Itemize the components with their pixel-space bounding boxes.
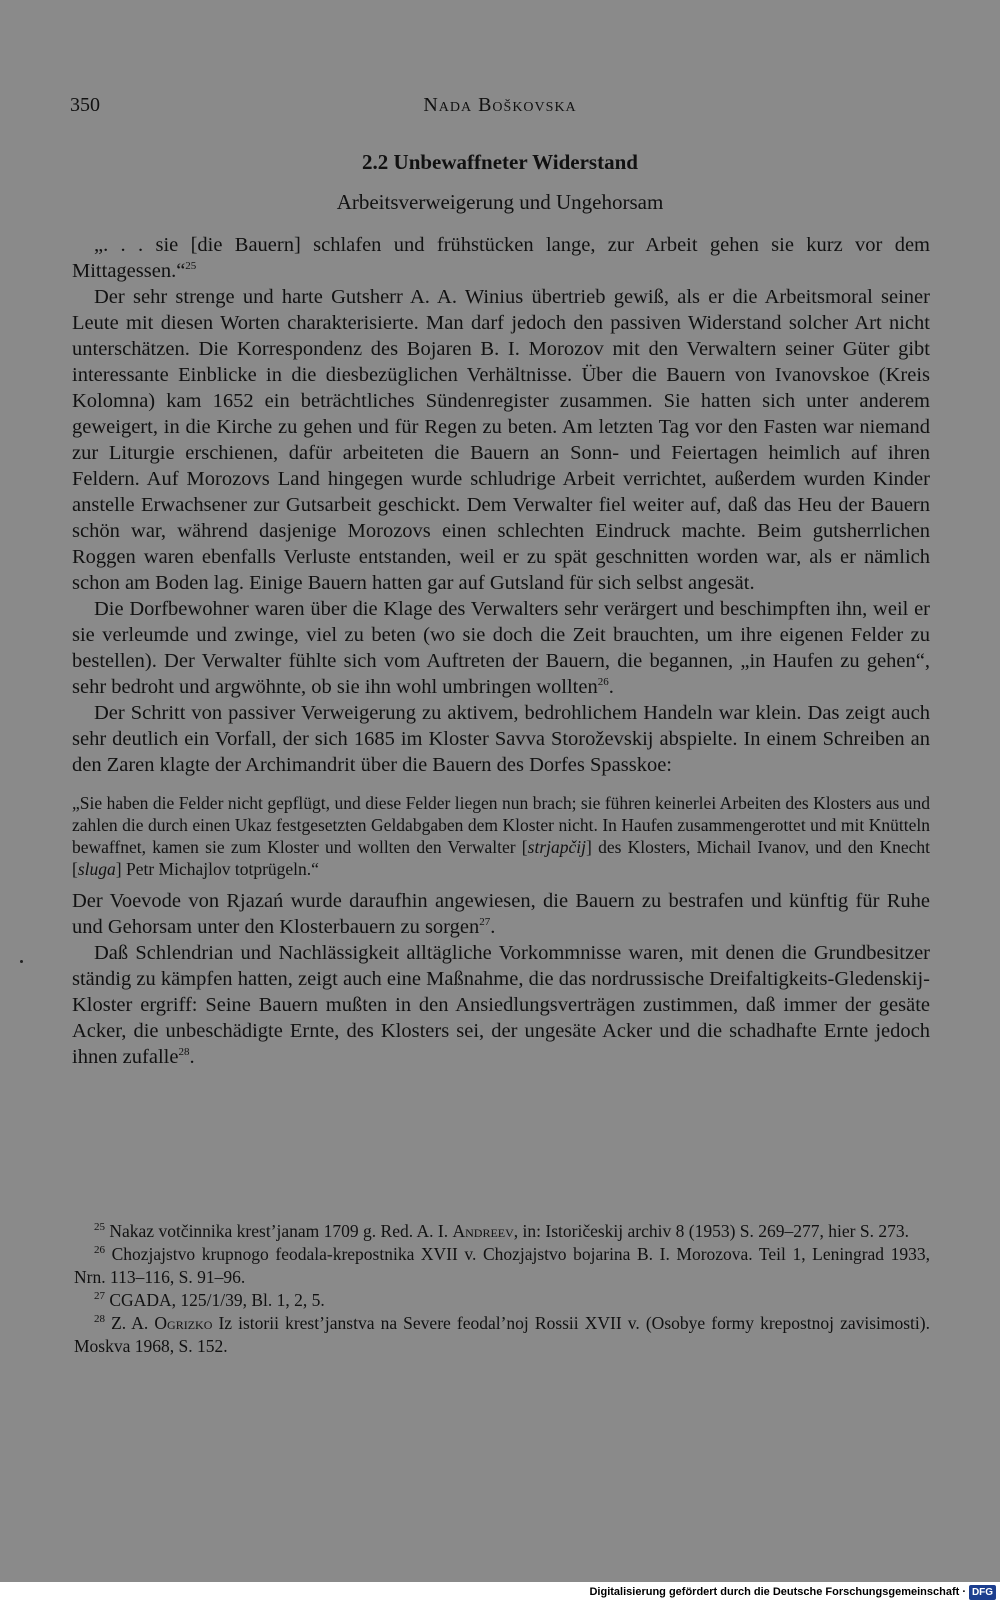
footnote-ref-26: 26 bbox=[597, 676, 609, 689]
footnotes bbox=[74, 1220, 930, 1358]
paragraph-5-text: Der Voevode von Rjazań wurde daraufhin angewiesen, die Bauern zu bestrafen und künftig für Ruhe und Gehorsam unter den Klosterbauern zu sorgen bbox=[72, 890, 930, 938]
footnote-text: Chozjajstvo krupnogo feodala-krepostnika XVII v. Chozjajstvo bojarina B. I. Morozova. Teil 1, Leningrad 1933, Nrn. 113–116, S. 91–96. bbox=[74, 1244, 930, 1287]
footnote-ref-25: 25 bbox=[185, 260, 197, 273]
quote-part-c: ] Petr Michajlov totprügeln.“ bbox=[115, 859, 319, 879]
page-header bbox=[70, 94, 930, 124]
paragraph-5-end: . bbox=[490, 916, 496, 938]
section-subtitle: Arbeitsverweigerung und Ungehorsam bbox=[336, 190, 664, 214]
margin-speck bbox=[20, 960, 23, 963]
paragraph-3-end: . bbox=[608, 676, 614, 698]
footnote-27 bbox=[74, 1289, 930, 1312]
paragraph-2: Der sehr strenge und harte Gutsherr A. A. Winius übertrieb gewiß, als er die Arbeitsmoral seiner Leute mit diesen Worten charakterisierte. Man darf jedoch den passiven Widerstand solcher Art nicht unterschätzen. Die Korrespondenz des Bojaren B. I. Morozov mit den Verwaltern seiner Güter gibt interessante Einblicke in die diesbezüglichen Verhältnisse. Über die Bauern von Ivanovskoe (Kreis Kolomna) kam 1652 ein beträchtliches Sündenregister zusammen. Sie hatten sich unter anderem geweigert, in die Kirche zu gehen und für Regen zu beten. Am letzten Tag vor den Fasten war niemand zur Liturgie erschienen, dafür arbeiteten die Bauern an Sonn- und Feiertagen heimlich auf ihren Feldern. Auf Morozovs Land hingegen wurde schludrige Arbeit verrichtet, außerdem wurden Kinder anstelle Erwachsener zur Gutsarbeit geschickt. Dem Verwalter fiel weiter auf, daß das Heu der Bauern schön war, während dasjenige Morozovs einen schlechten Eindruck machte. Beim gutsherrlichen Roggen waren ebenfalls Verluste entstanden, weil er zu spät geschnitten worden war, als er nämlich schon am Boden lag. Einige Bauern hatten gar auf Gutsland für sich selbst angesät. bbox=[72, 286, 930, 594]
paragraph-4: Der Schritt von passiver Verweigerung zu aktivem, bedrohlichem Handeln war klein. Das zeigt auch sehr deutlich ein Vorfall, der sich 1685 im Kloster Savva Storoževskij abspielte. In einem Schreiben an den Zaren klagte der Archimandrit über die Bauern des Dorfes Spasskoe: bbox=[72, 702, 930, 776]
quote-part-b: ] des Klosters, Michail Ivanov, und den Knecht [ bbox=[72, 837, 930, 879]
paragraph-6-text: Daß Schlendrian und Nachlässigkeit alltägliche Vorkommnisse waren, mit denen die Grundbesitzer ständig zu kämpfen hatten, zeigt auch eine Maßnahme, die das nordrussische Dreifaltigkeits-Gledenskij-Kloster ergriff: Seine Bauern mußten in den Ansiedlungsverträgen zustimmen, daß immer der gesäte Acker, die unbeschädigte Ernte, des Klosters sei, der ungesäte Acker und die schadhafte Ernte jedoch ihnen zufalle bbox=[72, 942, 930, 1068]
footnote-text: Z. A. bbox=[105, 1313, 155, 1333]
paragraph-3 bbox=[72, 596, 930, 700]
footnote-number: 26 bbox=[94, 1244, 105, 1257]
section-title: 2.2 Unbewaffneter Widerstand bbox=[362, 150, 638, 174]
body-text bbox=[72, 232, 930, 1070]
quote-term-sluga: sluga bbox=[77, 859, 116, 879]
paragraph-6 bbox=[72, 940, 930, 1070]
footnote-author: Andreev bbox=[452, 1221, 514, 1241]
block-quote bbox=[72, 792, 930, 880]
quote-term-strjapcij: strjapčij bbox=[527, 837, 586, 857]
page-number: 350 bbox=[70, 94, 100, 116]
paragraph-5 bbox=[72, 888, 930, 940]
footnote-text: CGADA, 125/1/39, Bl. 1, 2, 5. bbox=[105, 1290, 325, 1310]
footnote-text-end: , in: Istoričeskij archiv 8 (1953) S. 269–277, hier S. 273. bbox=[513, 1221, 909, 1241]
footnote-text: Nakaz votčinnika krest’janam 1709 g. Red. A. I. bbox=[105, 1221, 453, 1241]
dfg-logo-icon: DFG bbox=[969, 1585, 996, 1600]
running-head: Nada Boškovska bbox=[423, 94, 577, 116]
paragraph-6-end: . bbox=[189, 1046, 195, 1068]
footnote-25 bbox=[74, 1220, 930, 1243]
footnote-number: 28 bbox=[94, 1313, 105, 1326]
footnote-text-end: Iz istorii krest’janstva na Severe feodal’noj Rossii XVII v. (Osobye formy krepostnoj zavisimosti). Moskva 1968, S. 152. bbox=[74, 1313, 930, 1356]
footnote-number: 27 bbox=[94, 1290, 105, 1303]
paragraph-1-text: „. . . sie [die Bauern] schlafen und frühstücken lange, zur Arbeit gehen sie kurz vor dem Mittagessen.“ bbox=[72, 234, 930, 282]
quote-part-a: „Sie haben die Felder nicht gepflügt, und diese Felder liegen nun brach; sie führen keinerlei Arbeiten des Klosters aus und zahlen die durch einen Ukaz festgesetzten Geldabgaben dem Kloster nicht. In Haufen zusammengerottet und mit Knütteln bewaffnet, kamen sie zum Kloster und wollten den Verwalter [ bbox=[72, 793, 930, 857]
paragraph-3-text: Die Dorfbewohner waren über die Klage des Verwalters sehr verärgert und beschimpften ihn, weil er sie verleumde und zwinge, viel zu beten (wo sie doch die Zeit brauchten, um ihre eigenen Felder zu bestellen). Der Verwalter fühlte sich vom Auftreten der Bauern, die begannen, „in Haufen zu gehen“, sehr bedroht und argwöhnte, ob sie ihn wohl umbringen wollten bbox=[72, 598, 930, 698]
footnote-26 bbox=[74, 1243, 930, 1289]
footnote-28 bbox=[74, 1312, 930, 1358]
footnote-ref-27: 27 bbox=[479, 916, 491, 929]
footnote-ref-28: 28 bbox=[178, 1046, 190, 1059]
paragraph-1 bbox=[72, 232, 930, 284]
digitization-footer bbox=[0, 1582, 1000, 1604]
digitization-credit: Digitalisierung gefördert durch die Deutsche Forschungsgemeinschaft · bbox=[589, 1586, 966, 1598]
footnote-number: 25 bbox=[94, 1221, 105, 1234]
footnote-author: Ogrizko bbox=[154, 1313, 213, 1333]
